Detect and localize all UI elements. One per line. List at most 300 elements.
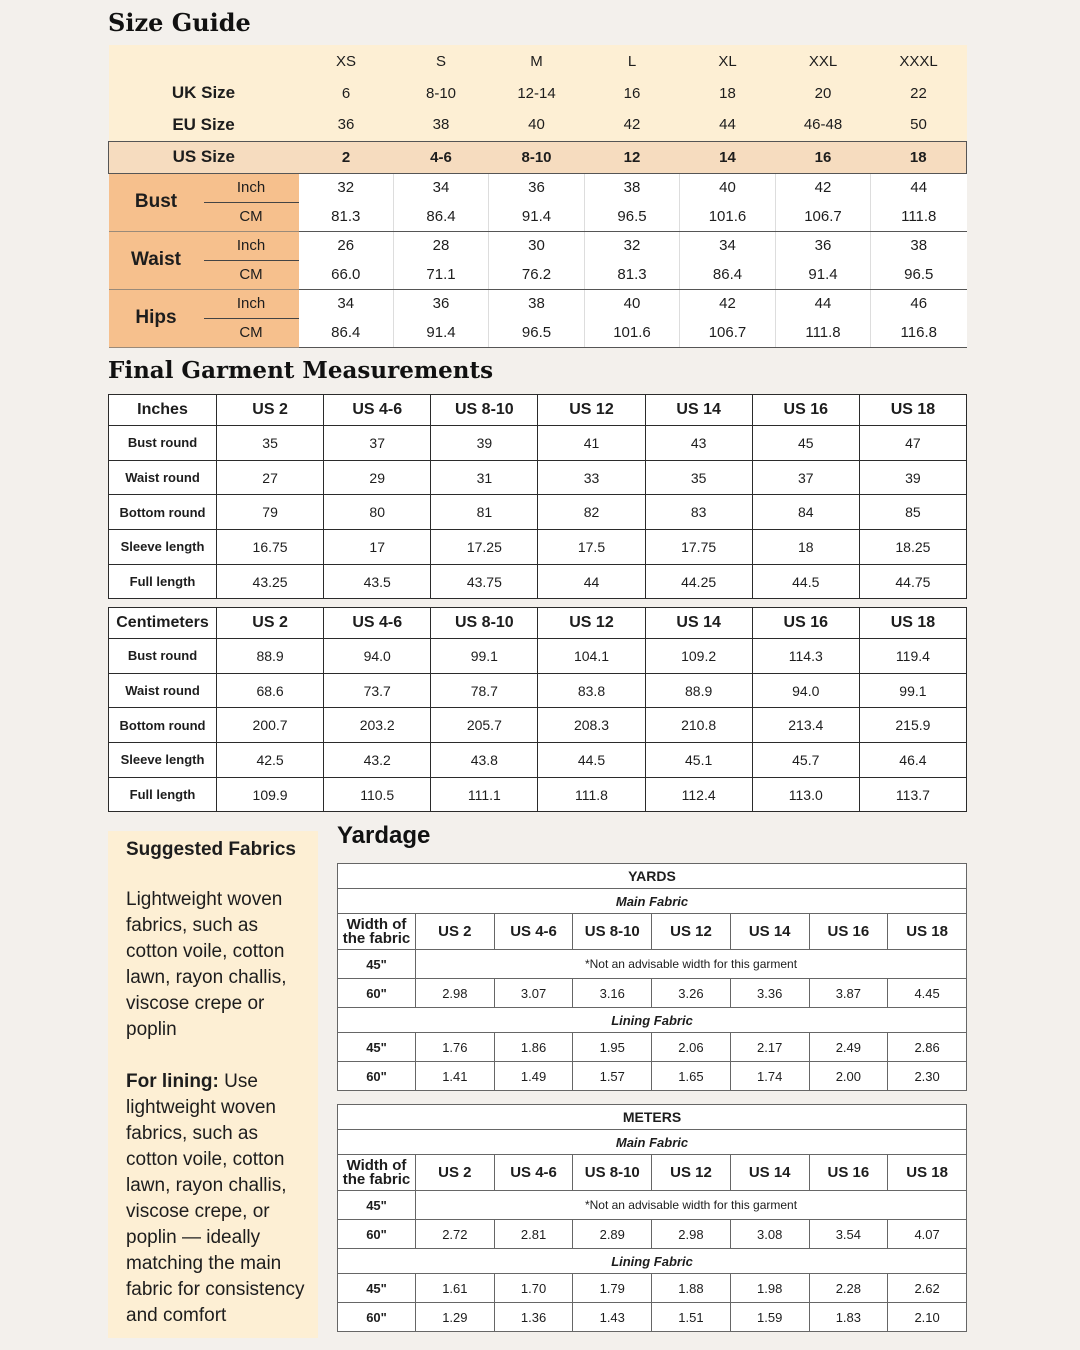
table-cell: 2.98 xyxy=(652,1220,731,1249)
column-header: US 12 xyxy=(652,914,731,950)
table-cell: 43.75 xyxy=(431,564,538,599)
row-label: Bust round xyxy=(109,426,217,461)
main-fabric-label: Main Fabric xyxy=(338,889,967,914)
table-cell: 2.00 xyxy=(809,1062,888,1091)
table-cell: 1.41 xyxy=(416,1062,495,1091)
table-cell: 44.25 xyxy=(645,564,752,599)
column-header: US 2 xyxy=(217,608,324,639)
table-cell: 109.2 xyxy=(645,639,752,674)
table-cell: 2.06 xyxy=(652,1033,731,1062)
width-45-label: 45" xyxy=(338,1033,416,1062)
table-cell: 17.25 xyxy=(431,530,538,565)
uk-size-row xyxy=(109,77,967,109)
table-cell: 112.4 xyxy=(645,777,752,812)
table-cell: 45.7 xyxy=(752,743,859,778)
row-label: Sleeve length xyxy=(109,743,217,778)
lining-text: Use lightweight woven fabrics, such as cotton voile, cotton lawn, rayon challis, viscose crepe, or poplin — ideally matching the main fabric for consistency and comfort xyxy=(126,1071,305,1326)
eu-size-label: EU Size xyxy=(109,109,299,141)
table-cell: 2.62 xyxy=(888,1274,967,1303)
table-cell: 1.51 xyxy=(652,1303,731,1332)
table-row xyxy=(109,743,967,778)
column-header: US 16 xyxy=(809,914,888,950)
uk-size-value: 22 xyxy=(871,77,967,109)
us-size-value: 8-10 xyxy=(489,141,585,173)
table-cell: 45.1 xyxy=(645,743,752,778)
inch-value: 40 xyxy=(585,289,680,318)
table-cell: 3.36 xyxy=(730,979,809,1008)
unit-inch-label: Inch xyxy=(204,173,299,202)
table-cell: 99.1 xyxy=(431,639,538,674)
table-cell: 31 xyxy=(431,460,538,495)
bust-cm-row xyxy=(109,202,967,231)
cm-value: 96.5 xyxy=(489,318,585,347)
table-cell: 2.98 xyxy=(416,979,495,1008)
eu-size-value: 50 xyxy=(871,109,967,141)
column-header: US 2 xyxy=(217,395,324,426)
inch-value: 44 xyxy=(776,289,871,318)
table-cell: 1.49 xyxy=(494,1062,573,1091)
cm-value: 116.8 xyxy=(871,318,967,347)
table-cell: 43 xyxy=(645,426,752,461)
table-cell: 17 xyxy=(324,530,431,565)
table-cell: 203.2 xyxy=(324,708,431,743)
table-cell: 27 xyxy=(217,460,324,495)
unit-cm-label: CM xyxy=(204,202,299,231)
column-header: US 16 xyxy=(752,395,859,426)
width-45-label: 45" xyxy=(338,1274,416,1303)
waist-cm-row xyxy=(109,260,967,289)
column-header: US 12 xyxy=(652,1155,731,1191)
row-label: Waist round xyxy=(109,460,217,495)
header-row xyxy=(109,395,967,426)
table-cell: 81 xyxy=(431,495,538,530)
table-cell: 83.8 xyxy=(538,673,645,708)
table-cell: 111.8 xyxy=(538,777,645,812)
table-cell: 44.75 xyxy=(859,564,966,599)
uk-size-value: 8-10 xyxy=(394,77,489,109)
table-cell: 45 xyxy=(752,426,859,461)
unit-cm-label: CM xyxy=(204,318,299,347)
row-label: Full length xyxy=(109,564,217,599)
column-header: US 12 xyxy=(538,608,645,639)
us-size-value: 14 xyxy=(680,141,776,173)
us-size-value: 16 xyxy=(776,141,871,173)
size-letter: XXL xyxy=(776,45,871,77)
header-row xyxy=(338,914,967,950)
hips-group-label: Hips xyxy=(109,289,204,347)
table-cell: 2.89 xyxy=(573,1220,652,1249)
cm-value: 86.4 xyxy=(299,318,394,347)
table-cell: 94.0 xyxy=(752,673,859,708)
width-label-line1: Width of xyxy=(346,1156,407,1174)
table-cell: 3.26 xyxy=(652,979,731,1008)
row-label: Bottom round xyxy=(109,708,217,743)
table-cell: 46.4 xyxy=(859,743,966,778)
lining-60-row xyxy=(338,1303,967,1332)
us-size-value: 18 xyxy=(871,141,967,173)
table-row xyxy=(109,460,967,495)
uk-size-value: 18 xyxy=(680,77,776,109)
uk-size-value: 12-14 xyxy=(489,77,585,109)
table-cell: 1.95 xyxy=(573,1033,652,1062)
table-cell: 47 xyxy=(859,426,966,461)
cm-value: 86.4 xyxy=(680,260,776,289)
table-cell: 1.83 xyxy=(809,1303,888,1332)
column-header: US 16 xyxy=(752,608,859,639)
us-size-value: 4-6 xyxy=(394,141,489,173)
size-letter: XL xyxy=(680,45,776,77)
hips-inch-row xyxy=(109,289,967,318)
unit-header: Centimeters xyxy=(109,608,217,639)
table-cell: 39 xyxy=(859,460,966,495)
table-cell: 215.9 xyxy=(859,708,966,743)
row-label: Sleeve length xyxy=(109,530,217,565)
unit-header: Inches xyxy=(109,395,217,426)
waist-group-label: Waist xyxy=(109,231,204,289)
eu-size-value: 42 xyxy=(585,109,680,141)
table-cell: 33 xyxy=(538,460,645,495)
main-fabric-row xyxy=(338,1130,967,1155)
column-header: US 18 xyxy=(888,1155,967,1191)
table-cell: 18 xyxy=(752,530,859,565)
width-60-label: 60" xyxy=(338,1303,416,1332)
inch-value: 38 xyxy=(871,231,967,260)
table-row xyxy=(109,530,967,565)
inch-value: 34 xyxy=(680,231,776,260)
unit-title: METERS xyxy=(338,1105,967,1130)
main-45-row xyxy=(338,950,967,979)
table-cell: 2.30 xyxy=(888,1062,967,1091)
lining-fabric-label: Lining Fabric xyxy=(338,1249,967,1274)
table-row xyxy=(109,777,967,812)
row-label: Full length xyxy=(109,777,217,812)
table-cell: 3.07 xyxy=(494,979,573,1008)
us-size-value: 12 xyxy=(585,141,680,173)
column-header: US 12 xyxy=(538,395,645,426)
table-cell: 17.5 xyxy=(538,530,645,565)
size-letter: S xyxy=(394,45,489,77)
table-cell: 111.1 xyxy=(431,777,538,812)
cm-value: 96.5 xyxy=(871,260,967,289)
yardage-meters-table xyxy=(337,1104,967,1332)
width-60-label: 60" xyxy=(338,1062,416,1091)
table-cell: 205.7 xyxy=(431,708,538,743)
table-cell: 113.7 xyxy=(859,777,966,812)
unit-title-row xyxy=(338,864,967,889)
column-header: US 18 xyxy=(859,395,966,426)
main-45-row xyxy=(338,1191,967,1220)
table-cell: 82 xyxy=(538,495,645,530)
main-60-row xyxy=(338,1220,967,1249)
column-header: US 18 xyxy=(859,608,966,639)
width-label-line2: the fabric xyxy=(342,1170,411,1188)
bust-inch-row xyxy=(109,173,967,202)
lining-label: For lining: xyxy=(126,1071,219,1092)
lining-fabric-label: Lining Fabric xyxy=(338,1008,967,1033)
inch-value: 34 xyxy=(299,289,394,318)
cm-value: 101.6 xyxy=(585,318,680,347)
width-60-label: 60" xyxy=(338,979,416,1008)
table-cell: 1.57 xyxy=(573,1062,652,1091)
column-header: US 8-10 xyxy=(431,608,538,639)
table-cell: 2.28 xyxy=(809,1274,888,1303)
table-cell: 35 xyxy=(217,426,324,461)
waist-inch-row xyxy=(109,231,967,260)
inch-value: 40 xyxy=(680,173,776,202)
table-row xyxy=(109,639,967,674)
table-cell: 208.3 xyxy=(538,708,645,743)
cm-value: 86.4 xyxy=(394,202,489,231)
inch-value: 44 xyxy=(871,173,967,202)
table-cell: 85 xyxy=(859,495,966,530)
table-cell: 1.70 xyxy=(494,1274,573,1303)
table-cell: 3.87 xyxy=(809,979,888,1008)
cm-value: 81.3 xyxy=(299,202,394,231)
table-cell: 37 xyxy=(324,426,431,461)
table-cell: 3.08 xyxy=(730,1220,809,1249)
unit-cm-label: CM xyxy=(204,260,299,289)
table-cell: 41 xyxy=(538,426,645,461)
eu-size-value: 38 xyxy=(394,109,489,141)
table-cell: 18.25 xyxy=(859,530,966,565)
table-cell: 2.49 xyxy=(809,1033,888,1062)
eu-size-value: 44 xyxy=(680,109,776,141)
table-cell: 3.16 xyxy=(573,979,652,1008)
garment-cm-table xyxy=(108,607,967,812)
table-cell: 1.98 xyxy=(730,1274,809,1303)
eu-size-value: 40 xyxy=(489,109,585,141)
table-cell: 29 xyxy=(324,460,431,495)
yardage-title: Yardage xyxy=(337,822,431,849)
column-header: US 14 xyxy=(730,914,809,950)
table-cell: 2.86 xyxy=(888,1033,967,1062)
main-60-row xyxy=(338,979,967,1008)
main-fabric-label: Main Fabric xyxy=(338,1130,967,1155)
lining-60-row xyxy=(338,1062,967,1091)
table-cell: 3.54 xyxy=(809,1220,888,1249)
table-cell: 1.86 xyxy=(494,1033,573,1062)
table-cell: 113.0 xyxy=(752,777,859,812)
table-cell: 109.9 xyxy=(217,777,324,812)
table-row xyxy=(109,426,967,461)
suggested-fabrics-title: Suggested Fabrics xyxy=(126,839,296,860)
inch-value: 34 xyxy=(394,173,489,202)
table-row xyxy=(109,495,967,530)
column-header: US 14 xyxy=(730,1155,809,1191)
bust-group-label: Bust xyxy=(109,173,204,231)
inch-value: 46 xyxy=(871,289,967,318)
inch-value: 36 xyxy=(776,231,871,260)
table-row xyxy=(109,564,967,599)
lining-45-row xyxy=(338,1274,967,1303)
table-cell: 1.59 xyxy=(730,1303,809,1332)
size-letter: XS xyxy=(299,45,394,77)
eu-size-value: 36 xyxy=(299,109,394,141)
width-60-label: 60" xyxy=(338,1220,416,1249)
table-cell: 210.8 xyxy=(645,708,752,743)
table-cell: 1.65 xyxy=(652,1062,731,1091)
main-fabric-row xyxy=(338,889,967,914)
width-of-fabric-label xyxy=(338,914,416,950)
inch-value: 28 xyxy=(394,231,489,260)
unit-title: YARDS xyxy=(338,864,967,889)
eu-size-row xyxy=(109,109,967,141)
table-cell: 37 xyxy=(752,460,859,495)
table-cell: 42.5 xyxy=(217,743,324,778)
lining-suggestion xyxy=(126,1069,308,1329)
row-label: Bottom round xyxy=(109,495,217,530)
table-row xyxy=(109,708,967,743)
row-label: Waist round xyxy=(109,673,217,708)
cm-value: 66.0 xyxy=(299,260,394,289)
suggested-fabrics-text: Lightweight woven fabrics, such as cotton voile, cotton lawn, rayon challis, viscose crepe or poplin xyxy=(126,889,287,1040)
size-letter: M xyxy=(489,45,585,77)
column-header: US 14 xyxy=(645,395,752,426)
width-45-label: 45" xyxy=(338,1191,416,1220)
table-cell: 78.7 xyxy=(431,673,538,708)
table-cell: 83 xyxy=(645,495,752,530)
table-cell: 1.79 xyxy=(573,1274,652,1303)
table-cell: 1.43 xyxy=(573,1303,652,1332)
table-cell: 2.17 xyxy=(730,1033,809,1062)
row-label: Bust round xyxy=(109,639,217,674)
yardage-yards-table xyxy=(337,863,967,1091)
unit-inch-label: Inch xyxy=(204,231,299,260)
suggested-fabrics-panel xyxy=(108,831,318,1338)
uk-size-label: UK Size xyxy=(109,77,299,109)
eu-size-value: 46-48 xyxy=(776,109,871,141)
table-cell: 1.36 xyxy=(494,1303,573,1332)
column-header: US 2 xyxy=(416,1155,495,1191)
unit-title-row xyxy=(338,1105,967,1130)
inch-value: 32 xyxy=(299,173,394,202)
table-cell: 119.4 xyxy=(859,639,966,674)
table-cell: 16.75 xyxy=(217,530,324,565)
table-cell: 88.9 xyxy=(217,639,324,674)
uk-size-value: 6 xyxy=(299,77,394,109)
table-cell: 44.5 xyxy=(752,564,859,599)
table-cell: 79 xyxy=(217,495,324,530)
table-cell: 110.5 xyxy=(324,777,431,812)
table-cell: 73.7 xyxy=(324,673,431,708)
table-cell: 43.25 xyxy=(217,564,324,599)
inch-value: 32 xyxy=(585,231,680,260)
column-header: US 4-6 xyxy=(324,608,431,639)
column-header: US 18 xyxy=(888,914,967,950)
final-measurements-title: Final Garment Measurements xyxy=(108,357,494,384)
us-size-row xyxy=(109,141,967,173)
cm-value: 106.7 xyxy=(680,318,776,347)
width-of-fabric-label xyxy=(338,1155,416,1191)
table-cell: 213.4 xyxy=(752,708,859,743)
inch-value: 38 xyxy=(585,173,680,202)
inch-value: 38 xyxy=(489,289,585,318)
table-cell: 44.5 xyxy=(538,743,645,778)
column-header: US 8-10 xyxy=(431,395,538,426)
column-header: US 14 xyxy=(645,608,752,639)
table-cell: 104.1 xyxy=(538,639,645,674)
blank-cell xyxy=(109,45,299,77)
cm-value: 111.8 xyxy=(871,202,967,231)
table-cell: 1.76 xyxy=(416,1033,495,1062)
lining-45-row xyxy=(338,1033,967,1062)
column-header: US 4-6 xyxy=(324,395,431,426)
us-size-value: 2 xyxy=(299,141,394,173)
uk-size-value: 16 xyxy=(585,77,680,109)
header-row xyxy=(338,1155,967,1191)
cm-value: 106.7 xyxy=(776,202,871,231)
garment-inches-table xyxy=(108,394,967,599)
lining-fabric-row xyxy=(338,1249,967,1274)
table-cell: 200.7 xyxy=(217,708,324,743)
not-advisable-note: *Not an advisable width for this garment xyxy=(416,950,967,979)
table-cell: 17.75 xyxy=(645,530,752,565)
table-cell: 4.07 xyxy=(888,1220,967,1249)
table-cell: 2.81 xyxy=(494,1220,573,1249)
cm-value: 81.3 xyxy=(585,260,680,289)
width-45-label: 45" xyxy=(338,950,416,979)
table-cell: 39 xyxy=(431,426,538,461)
uk-size-value: 20 xyxy=(776,77,871,109)
size-guide-table xyxy=(108,45,967,348)
inch-value: 42 xyxy=(776,173,871,202)
us-size-label: US Size xyxy=(109,141,299,173)
size-guide-title: Size Guide xyxy=(108,8,251,37)
hips-cm-row xyxy=(109,318,967,347)
inch-value: 26 xyxy=(299,231,394,260)
lining-fabric-row xyxy=(338,1008,967,1033)
width-label-line2: the fabric xyxy=(342,929,411,947)
table-cell: 1.29 xyxy=(416,1303,495,1332)
size-letter: L xyxy=(585,45,680,77)
table-cell: 94.0 xyxy=(324,639,431,674)
table-cell: 1.61 xyxy=(416,1274,495,1303)
table-cell: 43.8 xyxy=(431,743,538,778)
table-cell: 84 xyxy=(752,495,859,530)
column-header: US 2 xyxy=(416,914,495,950)
cm-value: 111.8 xyxy=(776,318,871,347)
cm-value: 76.2 xyxy=(489,260,585,289)
table-cell: 80 xyxy=(324,495,431,530)
table-cell: 88.9 xyxy=(645,673,752,708)
inch-value: 36 xyxy=(394,289,489,318)
column-header: US 16 xyxy=(809,1155,888,1191)
size-letter: XXXL xyxy=(871,45,967,77)
cm-value: 91.4 xyxy=(394,318,489,347)
table-cell: 2.10 xyxy=(888,1303,967,1332)
table-cell: 43.5 xyxy=(324,564,431,599)
column-header: US 8-10 xyxy=(573,1155,652,1191)
inch-value: 36 xyxy=(489,173,585,202)
column-header: US 8-10 xyxy=(573,914,652,950)
unit-inch-label: Inch xyxy=(204,289,299,318)
cm-value: 91.4 xyxy=(489,202,585,231)
column-header: US 4-6 xyxy=(494,1155,573,1191)
table-cell: 99.1 xyxy=(859,673,966,708)
not-advisable-note: *Not an advisable width for this garment xyxy=(416,1191,967,1220)
table-row xyxy=(109,673,967,708)
column-header: US 4-6 xyxy=(494,914,573,950)
cm-value: 91.4 xyxy=(776,260,871,289)
table-cell: 1.74 xyxy=(730,1062,809,1091)
width-label-line1: Width of xyxy=(346,915,407,933)
size-letters-row xyxy=(109,45,967,77)
table-cell: 68.6 xyxy=(217,673,324,708)
table-cell: 4.45 xyxy=(888,979,967,1008)
cm-value: 96.5 xyxy=(585,202,680,231)
inch-value: 30 xyxy=(489,231,585,260)
cm-value: 101.6 xyxy=(680,202,776,231)
